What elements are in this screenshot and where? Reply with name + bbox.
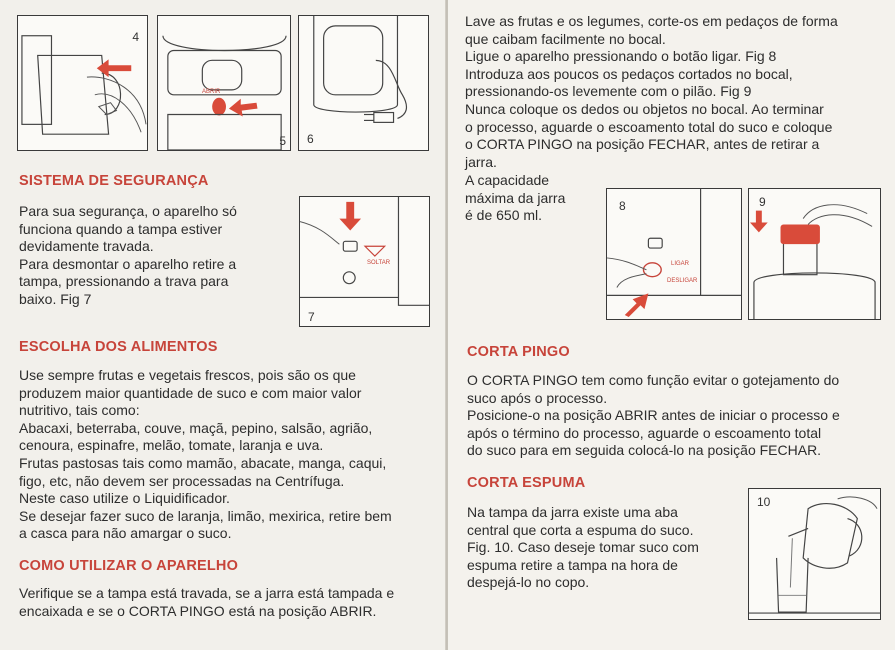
escolha-alimentos-heading: ESCOLHA DOS ALIMENTOS bbox=[19, 339, 218, 355]
figure-number: 4 bbox=[132, 30, 139, 44]
text-line: do suco para em seguida colocá-lo na posição FECHAR. bbox=[467, 442, 822, 459]
right-page bbox=[448, 0, 895, 650]
text-line: Na tampa da jarra existe uma aba bbox=[467, 504, 678, 520]
escolha-alimentos-text bbox=[19, 367, 439, 543]
text-line: Posicione-o na posição ABRIR antes de iniciar o processo e bbox=[467, 407, 840, 424]
text-line: Neste caso utilize o Liquidificador. bbox=[19, 490, 230, 507]
text-line: suco após o processo. bbox=[467, 389, 608, 406]
text-line: O CORTA PINGO tem como função evitar o gotejamento do bbox=[467, 372, 840, 388]
left-page bbox=[0, 0, 446, 650]
text-line: Frutas pastosas tais como mamão, abacate, manga, caqui, bbox=[19, 454, 387, 471]
corta-espuma-heading: CORTA ESPUMA bbox=[467, 475, 586, 491]
text-line: devidamente travada. bbox=[19, 238, 154, 255]
capacity-text bbox=[465, 172, 605, 225]
text-line: baixo. Fig 7 bbox=[19, 290, 92, 307]
text-line: produzem maior quantidade de suco e com maior valor bbox=[19, 384, 362, 401]
text-line: após o término do processo, aguarde o escoamento total bbox=[467, 424, 822, 441]
text-line: Introduza aos poucos os pedaços cortados no bocal, bbox=[465, 65, 793, 82]
text-line: Se desejar fazer suco de laranja, limão, mexirica, retire bem bbox=[19, 507, 392, 524]
corta-pingo-heading: CORTA PINGO bbox=[467, 344, 570, 360]
figure-number: 9 bbox=[759, 195, 766, 209]
figure-number: 6 bbox=[307, 132, 314, 146]
figure-8 bbox=[606, 188, 742, 320]
power-plug-illustration bbox=[299, 16, 428, 150]
corta-espuma-text bbox=[467, 504, 757, 592]
text-line: tampa, pressionando a trava para bbox=[19, 273, 229, 290]
text-line: Verifique se a tampa está travada, se a jarra está tampada e bbox=[19, 585, 395, 601]
corta-pingo-text bbox=[467, 372, 892, 460]
text-line: Fig. 10. Caso deseje tomar suco com bbox=[467, 539, 699, 556]
text-line: nutritivo, tais como: bbox=[19, 402, 140, 419]
figure-number: 8 bbox=[619, 199, 626, 213]
figure-number: 10 bbox=[757, 495, 771, 509]
desligar-label: DESLIGAR bbox=[667, 278, 698, 284]
text-line: A capacidade bbox=[465, 172, 550, 188]
corta-pingo-open-illustration bbox=[158, 16, 290, 150]
text-line: encaixada e se o CORTA PINGO está na posição ABRIR. bbox=[19, 602, 377, 619]
text-line: máxima da jarra bbox=[465, 189, 566, 206]
text-line: figo, etc, não devem ser processadas na Centrífuga. bbox=[19, 472, 345, 489]
text-line: a casca para não amargar o suco. bbox=[19, 525, 232, 542]
figure-7 bbox=[299, 196, 430, 327]
text-line: despejá-lo no copo. bbox=[467, 574, 590, 591]
text-line: é de 650 ml. bbox=[465, 207, 543, 224]
soltar-label: SOLTAR bbox=[367, 260, 391, 266]
text-line: jarra. bbox=[465, 153, 497, 170]
text-line: espuma retire a tampa na hora de bbox=[467, 556, 678, 573]
text-line: Nunca coloque os dedos ou objetos no bocal. Ao terminar bbox=[465, 100, 824, 117]
ligar-label: LIGAR bbox=[671, 261, 690, 267]
figure-4 bbox=[17, 15, 148, 151]
sistema-seguranca-text bbox=[19, 203, 289, 309]
text-line: cenoura, espinafre, melão, tomate, laranja e uva. bbox=[19, 437, 324, 454]
como-utilizar-text bbox=[19, 585, 439, 620]
text-line: Para desmontar o aparelho retire a bbox=[19, 255, 237, 272]
sistema-seguranca-heading: SISTEMA DE SEGURANÇA bbox=[19, 173, 209, 189]
figure-9 bbox=[748, 188, 881, 320]
text-line: pressionando-os levemente com o pilão. Fig 9 bbox=[465, 83, 752, 100]
safety-lock-illustration bbox=[300, 197, 429, 326]
text-line: que caibam facilmente no bocal. bbox=[465, 30, 666, 47]
figure-5 bbox=[157, 15, 291, 151]
text-line: Ligue o aparelho pressionando o botão ligar. Fig 8 bbox=[465, 48, 777, 65]
figure-6 bbox=[298, 15, 429, 151]
text-line: Lave as frutas e os legumes, corte-os em pedaços de forma bbox=[465, 13, 838, 29]
power-button-illustration bbox=[607, 189, 741, 319]
intro-text bbox=[465, 13, 890, 171]
abrir-label: ABRIR bbox=[202, 89, 221, 95]
juicer-jar-illustration bbox=[18, 16, 147, 150]
figure-number: 5 bbox=[279, 134, 286, 148]
figure-number: 7 bbox=[308, 310, 315, 324]
text-line: o CORTA PINGO na posição FECHAR, antes de retirar a bbox=[465, 136, 820, 153]
text-line: funciona quando a tampa estiver bbox=[19, 220, 223, 237]
text-line: Abacaxi, beterraba, couve, maçã, pepino, salsão, agrião, bbox=[19, 419, 373, 436]
figure-10 bbox=[748, 488, 881, 620]
text-line: o processo, aguarde o escoamento total do suco e coloque bbox=[465, 118, 833, 135]
pusher-illustration bbox=[749, 189, 880, 319]
text-line: central que corta a espuma do suco. bbox=[467, 521, 694, 538]
text-line: Use sempre frutas e vegetais frescos, pois são os que bbox=[19, 367, 356, 383]
como-utilizar-heading: COMO UTILIZAR O APARELHO bbox=[19, 558, 239, 574]
text-line: Para sua segurança, o aparelho só bbox=[19, 203, 237, 219]
